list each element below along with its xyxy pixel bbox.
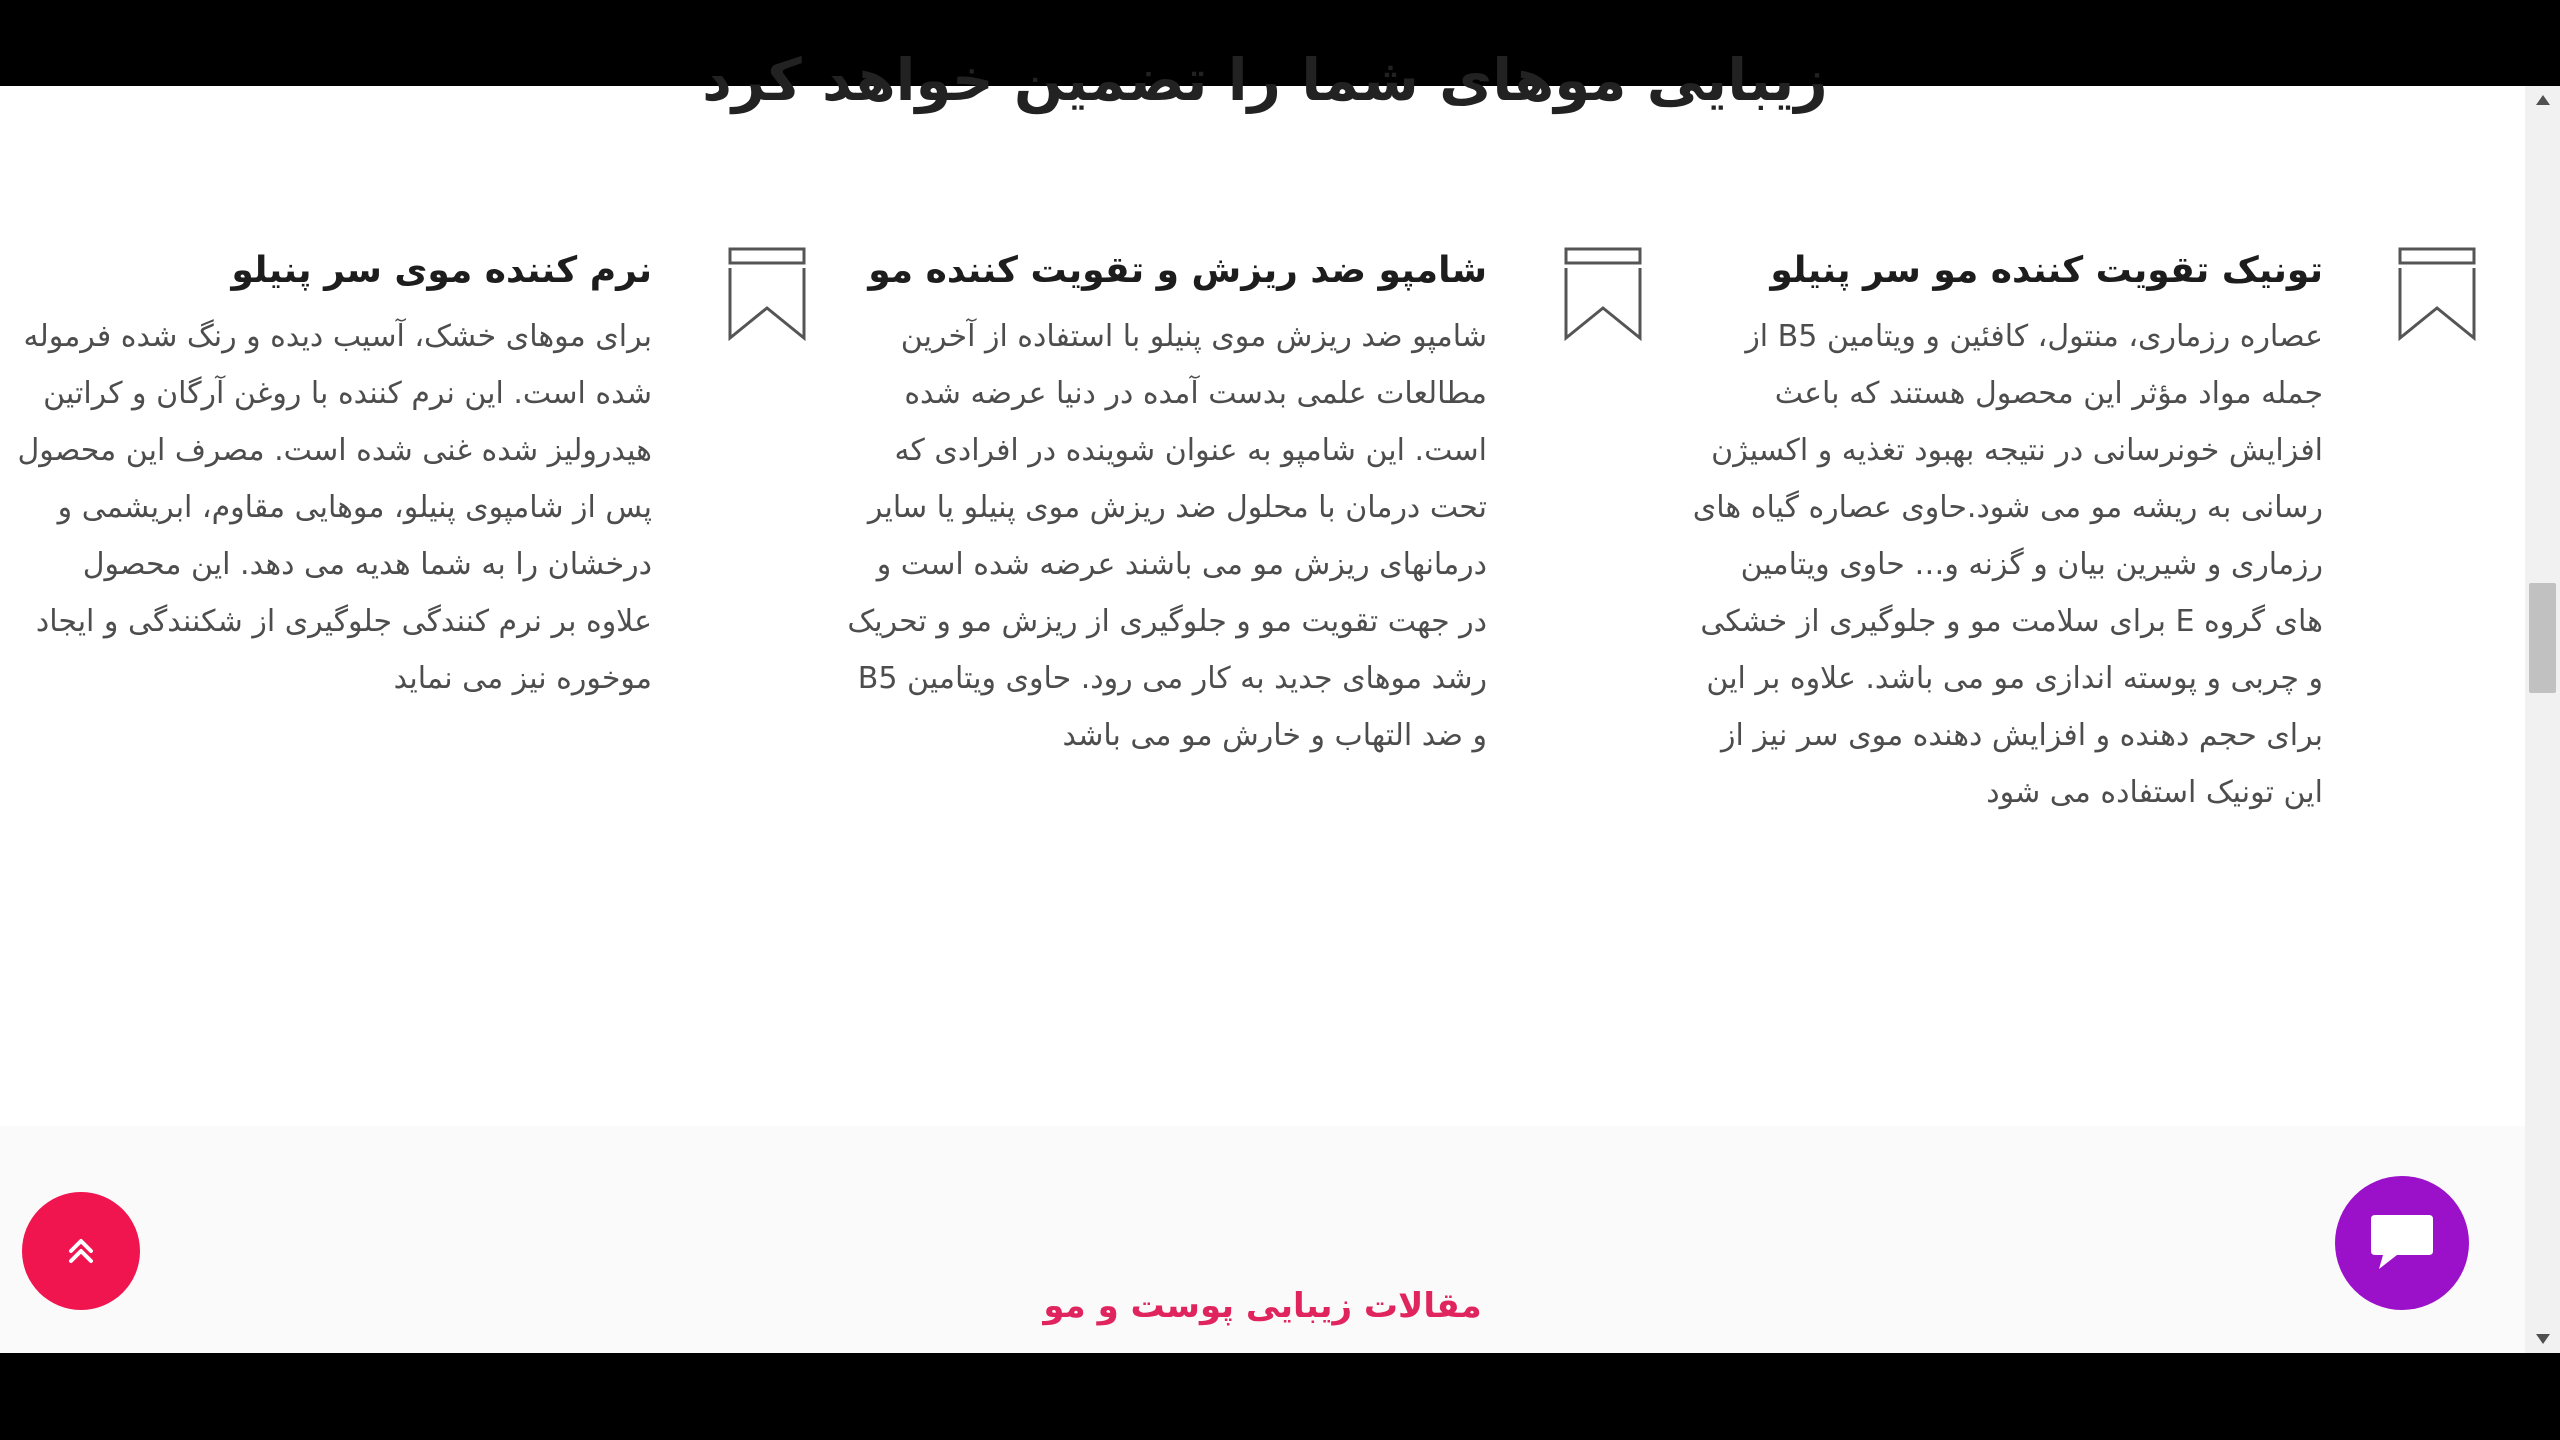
feature-description: برای موهای خشک، آسیب دیده و رنگ شده فرموله شده است. این نرم کننده با روغن آرگان و کراتین هیدرولیز شده غنی شده است. مصرف این محصول پس از شامپوی پنیلو، موهایی مقاوم، ابریشمی و درخشان را به شما هدیه می دهد. این محصول علاوه بر نرم کنندگی جلوگیری از شکنندگی و ایجاد موخوره نیز می نماید <box>17 319 652 696</box>
scroll-up-arrow[interactable] <box>2525 90 2560 110</box>
scroll-down-arrow[interactable] <box>2525 1329 2560 1349</box>
scrollbar-thumb[interactable] <box>2529 583 2556 693</box>
page-viewport <box>0 46 2560 1353</box>
double-chevron-up-icon <box>61 1231 101 1271</box>
feature-description: شامپو ضد ریزش موی پنیلو با استفاده از آخرین مطالعات علمی بدست آمده در دنیا عرضه شده است. این شامپو به عنوان شوینده در افرادی که تحت درمان با محلول ضد ریزش موی پنیلو یا سایر درمانهای ریزش مو می باشند عرضه شده است و در جهت تقویت مو و جلوگیری از ریزش مو و تحریک رشد موهای جدید به کار می رود. حاوی ویتامین B5 و ضد التهاب و خارش مو می باشد <box>847 319 1487 753</box>
feature-title: شامپو ضد ریزش و تقویت کننده مو <box>868 250 1487 291</box>
feature-title: نرم کننده موی سر پنیلو <box>231 250 652 291</box>
bookmark-icon <box>1563 246 1643 346</box>
feature-description: عصاره رزماری، منتول، کافئین و ویتامین B5 از جمله مواد مؤثر این محصول هستند که باعث افزایش خونرسانی در نتیجه بهبود تغذیه و اکسیژن رسانی به ریشه مو می شود.حاوی عصاره گیاه های رزماری و شیرین بیان و گزنه و… حاوی ویتامین های گروه E برای سلامت مو و جلوگیری از خشکی و چربی و پوسته اندازی مو می باشد. علاوه بر این برای حجم دهنده و افزایش دهنده موی سر نیز از این تونیک استفاده می شود <box>1692 319 2323 810</box>
articles-title[interactable]: مقالات زیبایی پوست و مو <box>1043 1286 1482 1326</box>
bookmark-icon <box>727 246 807 346</box>
chat-button[interactable] <box>2335 1176 2469 1310</box>
chat-bubble-icon <box>2367 1213 2437 1273</box>
scroll-to-top-button[interactable] <box>22 1192 140 1310</box>
page-heading: زیبایی موهای شما را تضمین خواهد کرد <box>702 46 1828 114</box>
feature-title: تونیک تقویت کننده مو سر پنیلو <box>1770 250 2323 291</box>
vertical-scrollbar[interactable] <box>2525 86 2560 1353</box>
letterbox-bottom <box>0 1353 2560 1440</box>
bookmark-icon <box>2397 246 2477 346</box>
